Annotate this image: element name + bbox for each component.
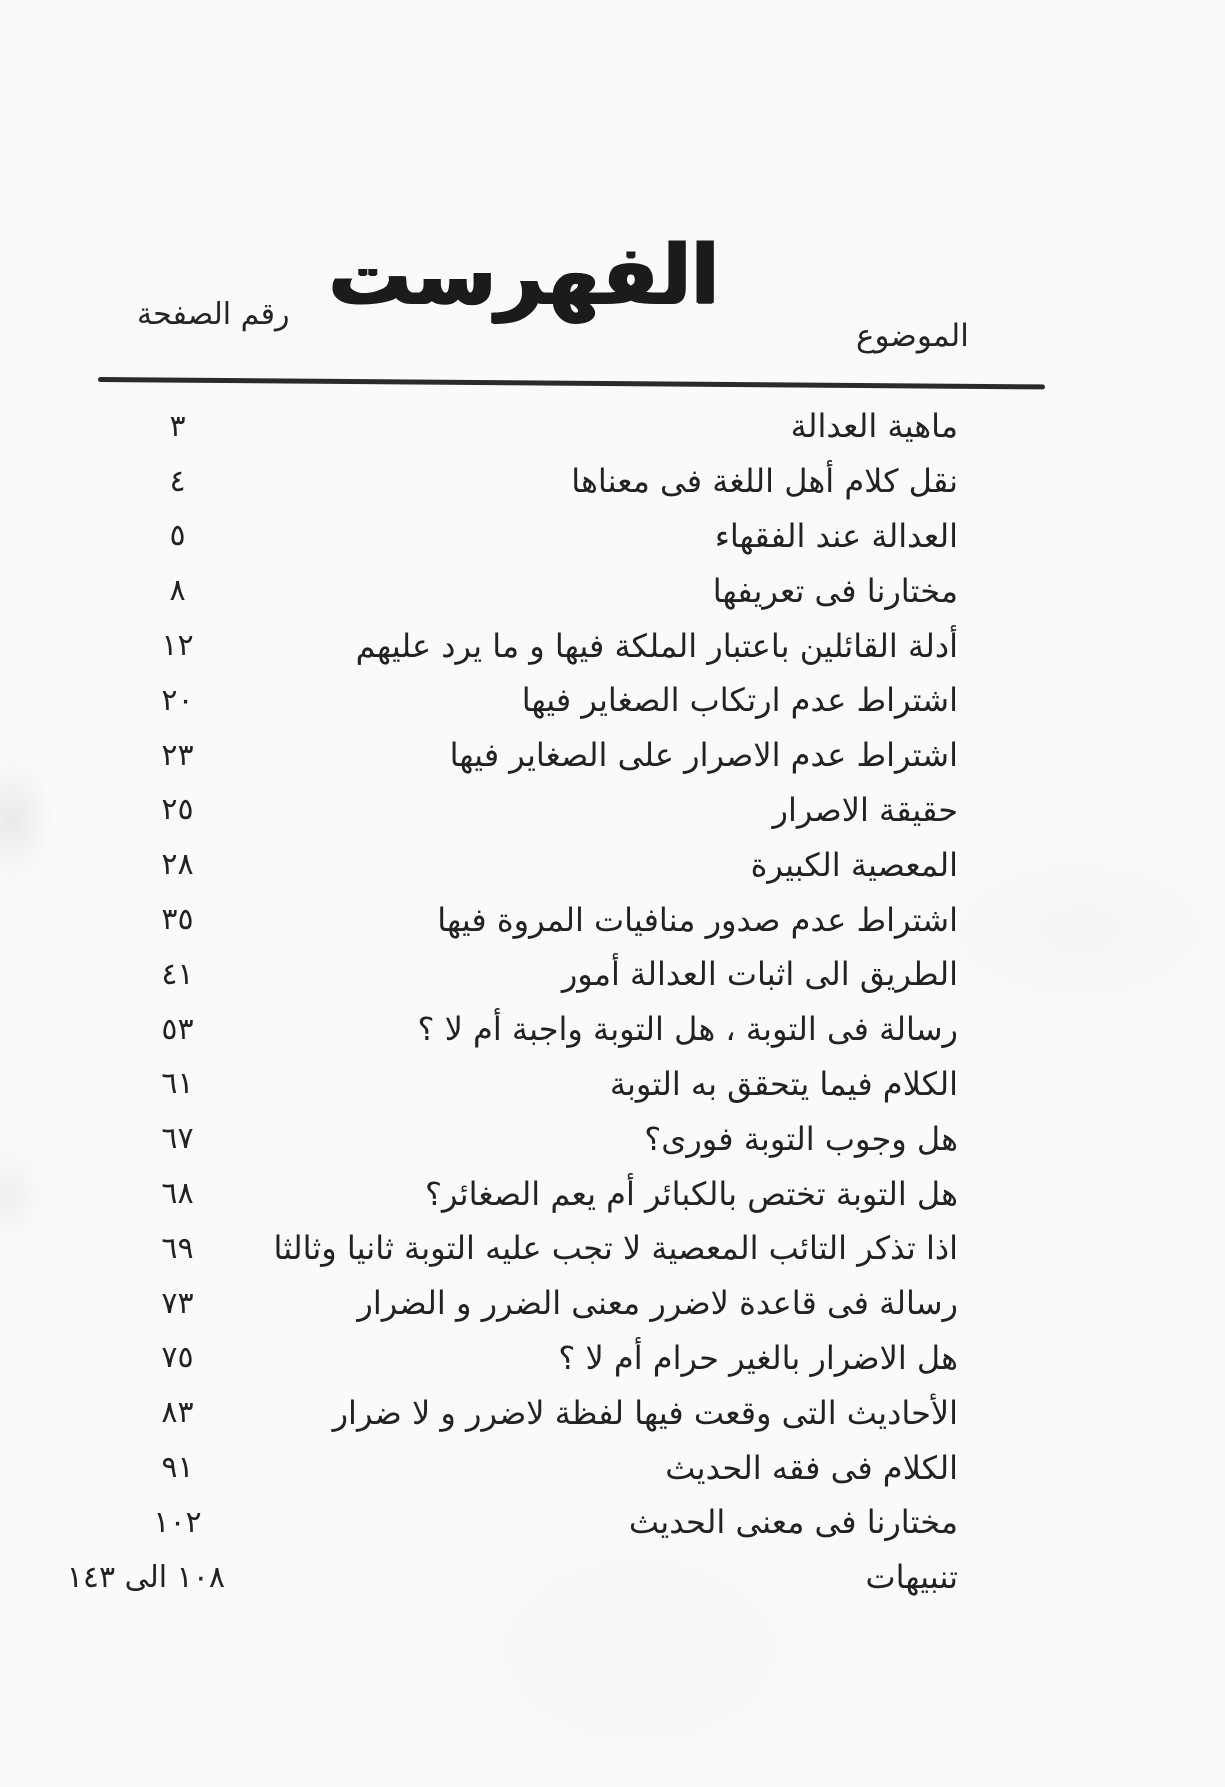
- toc-row: [130, 837, 958, 892]
- toc-topic: مختارنا فى معنى الحديث: [628, 1503, 958, 1542]
- toc-page-number: ٤١: [161, 956, 194, 992]
- toc-topic: نقل كلام أهل اللغة فى معناها: [571, 462, 958, 501]
- toc-page-number: ٩١: [161, 1450, 194, 1486]
- toc-topic: رسالة فى التوبة ، هل التوبة واجبة أم لا ؟: [417, 1010, 958, 1049]
- toc-row: [66, 1550, 958, 1605]
- toc-page-number: ٢٥: [161, 792, 194, 828]
- toc-row: [130, 1002, 958, 1057]
- header-divider: [98, 377, 1045, 389]
- toc-topic: هل وجوب التوبة فورى؟: [644, 1119, 958, 1158]
- toc-page-number: ٥: [169, 518, 186, 554]
- toc-page-number: ٦٧: [161, 1121, 194, 1157]
- toc-topic: حقيقة الاصرار: [772, 790, 958, 829]
- page-title: الفهرست: [328, 228, 720, 323]
- toc-row: [130, 399, 958, 454]
- toc-page-number: ١٠٢: [153, 1504, 202, 1540]
- toc-row: [130, 892, 958, 947]
- toc-row: [130, 1331, 958, 1386]
- toc-page-number: ٢٣: [161, 737, 194, 773]
- toc-page-number: ٨: [169, 573, 186, 609]
- toc-row: [130, 454, 958, 509]
- toc-topic: اذا تذكر التائب المعصية لا تجب عليه التوبة ثانيا وثالثا: [273, 1229, 958, 1268]
- toc-row: [130, 563, 958, 618]
- toc-row: [130, 1495, 958, 1550]
- toc-row: [130, 783, 958, 838]
- toc-row: [130, 1057, 958, 1112]
- toc-topic: الكلام فى فقه الحديث: [665, 1448, 958, 1487]
- toc-topic: اشتراط عدم الاصرار على الصغاير فيها: [449, 736, 958, 775]
- toc-row: [130, 673, 958, 728]
- toc-row: [130, 1221, 958, 1276]
- toc-page-number: ٦٨: [161, 1176, 194, 1212]
- toc-row: [130, 1166, 958, 1221]
- toc-row: [130, 1111, 958, 1166]
- toc-page-number: ٧٥: [161, 1340, 194, 1376]
- toc-page-number: ٤: [169, 463, 186, 499]
- toc-row: [130, 1276, 958, 1331]
- toc-topic: الطريق الى اثبات العدالة أمور: [561, 955, 958, 994]
- toc-topic: هل الاضرار بالغير حرام أم لا ؟: [558, 1338, 958, 1377]
- toc-page-number: ٦٩: [161, 1230, 194, 1266]
- toc-topic: تنبيهات: [865, 1558, 958, 1597]
- toc-page-number: ١٢: [161, 628, 194, 664]
- toc-topic: مختارنا فى تعريفها: [712, 571, 958, 610]
- toc-topic: المعصية الكبيرة: [750, 845, 958, 884]
- toc-row: [130, 618, 958, 673]
- toc-topic: ماهية العدالة: [790, 407, 958, 446]
- toc-topic: الأحاديث التى وقعت فيها لفظة لاضرر و لا ضرار: [332, 1393, 958, 1432]
- toc-page-number: ٣: [169, 408, 186, 444]
- toc-page-number: ١٠٨ الى ١٤٣: [66, 1559, 225, 1595]
- toc-page-number: ٧٣: [161, 1285, 194, 1321]
- toc-topic: أدلة القائلين باعتبار الملكة فيها و ما يرد عليهم: [355, 626, 958, 665]
- toc-topic: العدالة عند الفقهاء: [714, 516, 958, 555]
- toc-row: [130, 947, 958, 1002]
- toc-topic: اشتراط عدم ارتكاب الصغاير فيها: [521, 681, 958, 720]
- topic-column-header: الموضوع: [856, 318, 969, 354]
- toc-topic: هل التوبة تختص بالكبائر أم يعم الصغائر؟: [425, 1174, 958, 1213]
- toc-page-number: ٥٣: [161, 1011, 194, 1047]
- toc-topic: رسالة فى قاعدة لاضرر معنى الضرر و الضرار: [357, 1284, 958, 1323]
- toc-page-number: ٢٨: [161, 847, 194, 883]
- toc-page-number: ٣٥: [161, 902, 194, 938]
- toc-page-number: ٢٠: [161, 682, 194, 718]
- page-number-column-header: رقم الصفحة: [137, 297, 290, 332]
- toc-topic: الكلام فيما يتحقق به التوبة: [609, 1064, 958, 1103]
- toc-row: [130, 1440, 958, 1495]
- toc-topic: اشتراط عدم صدور منافيات المروة فيها: [437, 900, 958, 939]
- toc-row: [130, 509, 958, 564]
- toc-row: [130, 728, 958, 783]
- toc-list: [66, 399, 958, 1605]
- toc-page-number: ٨٣: [161, 1395, 194, 1431]
- toc-page-number: ٦١: [161, 1066, 194, 1102]
- toc-row: [130, 1385, 958, 1440]
